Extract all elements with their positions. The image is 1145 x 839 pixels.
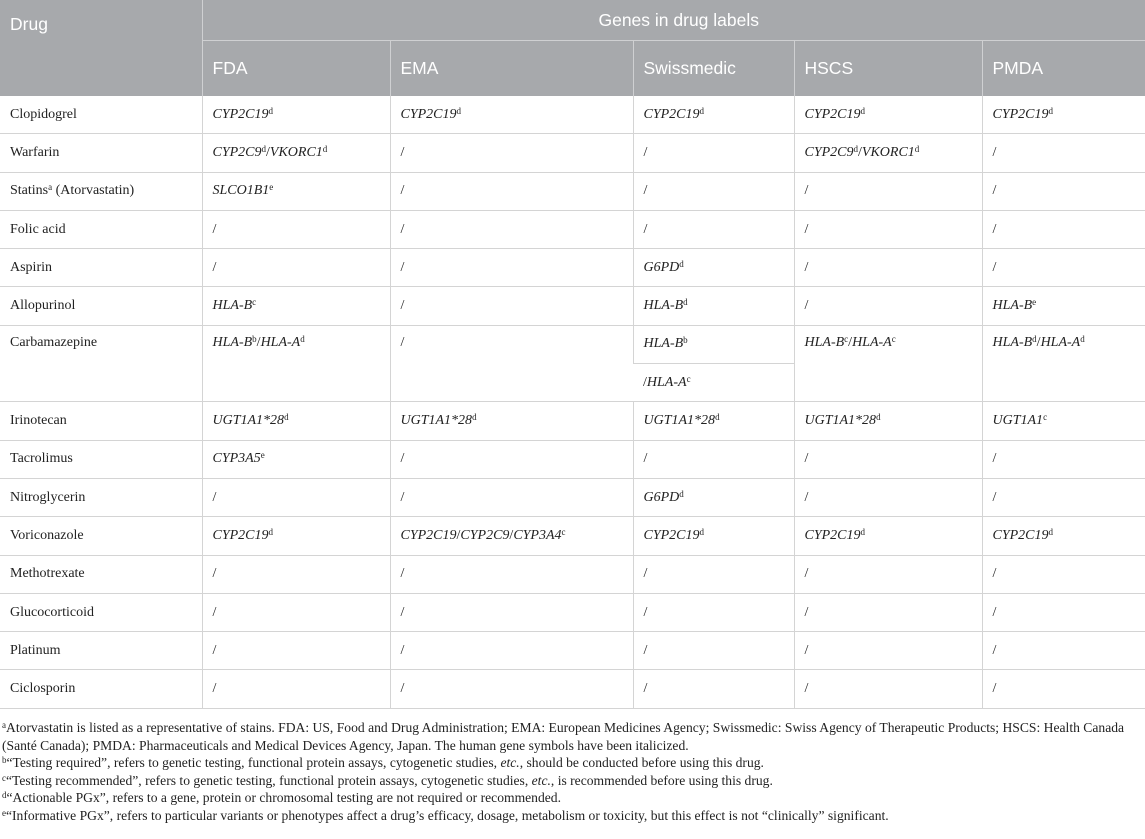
table-row [0,670,1145,708]
gene-cell [794,402,982,440]
table-row [0,210,1145,248]
gene-cell: / [390,210,633,248]
drug-name-cell: Warfarin [0,134,202,172]
gene-cell [202,172,390,210]
gene-cell [202,440,390,478]
footnote-mark: c [844,333,849,344]
table-row [0,249,1145,287]
footnote-mark: b [2,755,7,765]
table-row [0,593,1145,631]
gene-cell [202,287,390,325]
gene-cell [633,402,794,440]
gene-symbol: UGT1A1*28 [804,413,877,429]
gene-cell: CYP2C19/CYP2C9/CYP3A4$^c$ [390,517,633,555]
gene-cell: / [202,670,390,708]
gene-cell [390,96,633,134]
gene-cell: / [202,632,390,670]
footnote-mark: d [860,105,866,116]
footnote-mark: d [268,105,274,116]
gene-cell: / [982,134,1145,172]
gene-cell: / [633,555,794,593]
agency-header-hscs: HSCS [794,41,982,97]
footnote-mark: d [268,526,274,537]
drug-name-cell: Aspirin [0,249,202,287]
drug-name-cell: Voriconazole [0,517,202,555]
footnote-mark: b [252,333,257,344]
gene-symbol: CYP2C19 [992,527,1049,543]
gene-cell: / [633,134,794,172]
gene-cell: / [794,593,982,631]
gene-cell: / [202,593,390,631]
footnote-mark: d [1048,105,1054,116]
gene-cell: CYP2C9$^d$/VKORC1$^d$ [794,134,982,172]
emphasis: etc. [500,755,520,770]
drug-name-cell: Glucocorticoid [0,593,202,631]
footnote-mark: e [2,807,6,818]
gene-cell: / [633,440,794,478]
gene-cell: / [982,210,1145,248]
gene-cell [390,402,633,440]
footnote-mark: c [686,373,691,384]
gene-cell [633,287,794,325]
gene-cell [794,517,982,555]
drug-name-cell: Carbamazepine [0,325,202,402]
footnote-mark: d [679,258,684,269]
gene-cell: / [390,593,633,631]
gene-cell: / [794,287,982,325]
gene-cell: / [390,670,633,708]
gene-cell: HLA-$B^b/HLA-A^d$ [202,325,390,402]
drug-name-cell: Methotrexate [0,555,202,593]
gene-cell: / [794,440,982,478]
gene-cell: / [390,172,633,210]
footnote-mark: e [269,182,274,193]
gene-cell: / [633,210,794,248]
footnote-mark: d [2,790,7,800]
footnote-mark: a [2,720,6,730]
gene-symbol: CYP2C9 [804,144,854,160]
gene-symbol: G6PD [643,489,680,505]
gene-cell: $/HLA-A^c$ [633,364,794,402]
footnote-mark: d [284,412,289,423]
table-row [0,632,1145,670]
gene-cell: CYP2C9$^d$/VKORC1$^d$ [202,134,390,172]
gene-cell: / [982,440,1145,478]
gene-cell [982,96,1145,134]
drug-column-header: Drug [0,0,202,96]
gene-cell: / [982,478,1145,516]
footnote-mark: d [261,143,267,154]
gene-cell: / [390,478,633,516]
gene-cell: / [390,555,633,593]
gene-symbol: VKORC1 [269,144,323,160]
drug-name-cell: Clopidogrel [0,96,202,134]
table-row [0,402,1145,440]
gene-cell [982,517,1145,555]
drug-name-cell: Nitroglycerin [0,478,202,516]
gene-symbol: UGT1A1*28 [212,413,285,429]
gene-symbol: CYP3A5 [212,451,261,467]
footnote-c: $^c$“Testing recommended”, refers to genetic testing, functional protein assays, cytogenetic studies, etc., is recommended before using this drug. [2,772,773,788]
table-row [0,325,1145,363]
drug-name-cell: Statins$^a$ (Atorvastatin) [0,172,202,210]
gene-cell: / [390,134,633,172]
table-row [0,96,1145,134]
gene-symbol: CYP2C19 [400,527,457,543]
footnotes [2,719,1142,824]
gene-symbol: HLA-B [804,334,845,350]
gene-symbol: CYP2C19 [212,527,269,543]
gene-symbol: HLA-B [643,336,684,352]
gene-cell: / [633,670,794,708]
gene-symbol: G6PD [643,259,680,275]
emphasis: etc. [531,772,551,788]
drug-name-cell: Allopurinol [0,287,202,325]
footnote-mark: d [683,297,688,308]
footnote-mark: d [300,333,305,344]
gene-symbol: CYP2C19 [804,106,861,122]
gene-cell: / [794,249,982,287]
footnote-mark: c [891,333,896,344]
gene-symbol: HLA-B [992,298,1033,314]
drug-name-cell: Ciclosporin [0,670,202,708]
gene-symbol: UGT1A1*28 [643,413,716,429]
gene-symbol: HLA-B [212,334,253,350]
footnote-mark: b [683,335,688,346]
gene-cell: / [390,632,633,670]
gene-symbol: HLA-A [852,334,892,350]
gene-cell: / [633,632,794,670]
table-body [0,96,1145,708]
gene-cell: / [794,210,982,248]
table-row [0,287,1145,325]
gene-symbol: CYP2C19 [212,106,269,122]
footnote-a: $^a$Atorvastatin is listed as a representative of stains. FDA: US, Food and Drug Administration; EMA: European Medicines Agency; Swissmedic: Swiss Agency of Therapeutic Products; HSCS: Health Canada (Santé Canada); PMDA: Pharmaceuticals and Medical Devices Agency, Japan. The human gene symbols have been italicized. [2,720,1125,753]
gene-cell [633,517,794,555]
gene-symbol: CYP2C19 [992,106,1049,122]
footnote-mark: c [1043,412,1048,423]
gene-cell: / [633,593,794,631]
footnote-mark: d [876,412,881,423]
agency-header-fda: FDA [202,41,390,97]
footnote-d: $^d$“Actionable PGx”, refers to a gene, protein or chromosomal testing are not required or recommended. [2,790,562,805]
gene-cell [633,325,794,363]
table-row [0,134,1145,172]
gene-symbol: HLA-A [1040,334,1081,350]
footnote-b: $^b$“Testing required”, refers to genetic testing, functional protein assays, cytogenetic studies, etc., should be conducted before using this drug. [2,755,764,770]
footnote-e: $^e$“Informative PGx”, refers to particular variants or phenotypes affect a drug’s efficacy, dosage, metabolism or toxicity, but this effect is not “clinically” significant. [2,807,889,823]
gene-symbol: HLA-B [212,298,253,314]
gene-cell: / [390,287,633,325]
gene-symbol: CYP2C9 [212,144,262,160]
table-row [0,478,1145,516]
table-row [0,517,1145,555]
drug-name-cell: Irinotecan [0,402,202,440]
footnote-mark: d [1048,526,1054,537]
footnote-mark: d [322,143,328,154]
agency-header-pmda: PMDA [982,41,1145,97]
footnote-mark: d [914,143,920,154]
gene-symbol: UGT1A1*28 [400,413,473,429]
gene-cell: / [390,325,633,402]
footnote-mark: d [715,412,720,423]
footnote-mark: d [1032,333,1037,344]
drug-name-cell: Tacrolimus [0,440,202,478]
gene-cell: / [982,593,1145,631]
gene-cell: / [202,478,390,516]
footnote-mark: e [260,450,265,461]
agency-header-swissmedic: Swissmedic [633,41,794,97]
gene-cell: HLA-$B^c/HLA-A^c$ [794,325,982,402]
gene-cell: / [202,210,390,248]
gene-cell: / [390,249,633,287]
gene-symbol: CYP3A4 [513,527,562,543]
gene-cell: / [982,172,1145,210]
gene-cell: / [794,478,982,516]
footnote-mark: a [48,182,53,193]
footnote-mark: d [860,526,866,537]
gene-cell: / [202,555,390,593]
gene-cell: / [794,172,982,210]
gene-cell: / [982,249,1145,287]
gene-cell: / [794,555,982,593]
gene-cell: / [982,670,1145,708]
footnote-mark: d [1080,333,1085,344]
gene-cell [633,249,794,287]
gene-symbol: HLA-A [260,334,301,350]
gene-symbol: CYP2C19 [804,527,861,543]
gene-cell: / [633,172,794,210]
footnote-mark: d [679,488,684,499]
gene-cell [794,96,982,134]
gene-symbol: CYP2C19 [643,527,700,543]
gene-symbol: SLCO1B1 [212,183,270,199]
gene-symbol: CYP2C9 [460,527,510,543]
table-row [0,555,1145,593]
footnote-mark: d [699,526,705,537]
gene-cell: / [794,632,982,670]
gene-cell [982,402,1145,440]
gene-cell: / [202,249,390,287]
gene-cell: / [794,670,982,708]
gene-cell [633,96,794,134]
gene-cell: / [390,440,633,478]
drug-name-cell: Folic acid [0,210,202,248]
table-row [0,440,1145,478]
gene-symbol: HLA-A [646,374,687,390]
footnote-mark: c [561,526,566,537]
gene-cell [982,287,1145,325]
gene-symbol: HLA-B [992,334,1033,350]
table-row [0,172,1145,210]
footnote-mark: c [252,297,257,308]
gene-cell: HLA-$B^d/HLA-A^d$ [982,325,1145,402]
gene-symbol: VKORC1 [861,144,915,160]
footnote-mark: c [2,772,6,783]
gene-cell [202,402,390,440]
gene-cell: / [982,632,1145,670]
genes-group-header: Genes in drug labels [202,0,1145,41]
footnote-mark: d [699,105,705,116]
gene-cell [633,478,794,516]
footnote-mark: d [456,105,462,116]
footnote-mark: e [1032,297,1037,308]
gene-cell [202,517,390,555]
gene-symbol: CYP2C19 [400,106,457,122]
footnote-mark: d [472,412,477,423]
table-header [0,0,1145,96]
gene-symbol: UGT1A1 [992,413,1044,429]
drug-name-cell: Platinum [0,632,202,670]
gene-symbol: CYP2C19 [643,106,700,122]
footnote-mark: d [853,143,859,154]
gene-cell [202,96,390,134]
gene-symbol: HLA-B [643,298,684,314]
gene-cell: / [982,555,1145,593]
agency-header-ema: EMA [390,41,633,97]
